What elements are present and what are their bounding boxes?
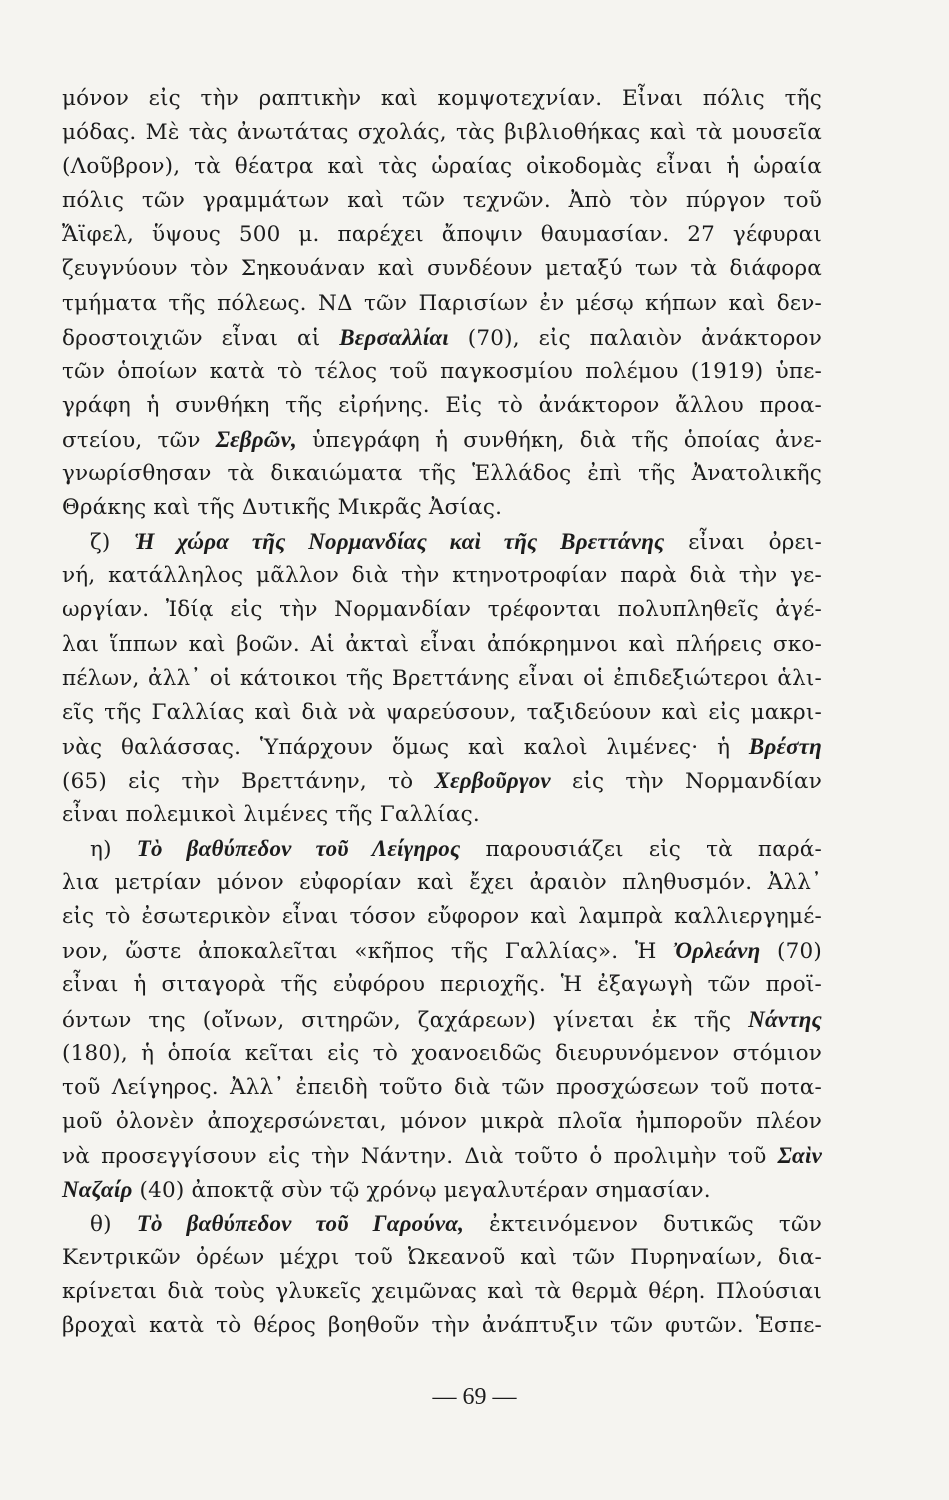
text-run: δροστοιχιῶν εἶναι αἱ: [62, 325, 321, 351]
section-title-normandy: Ἡ χώρα τῆς Νορμανδίας καὶ τῆς Βρεττάνης: [134, 529, 665, 555]
section-heading-line: [62, 1207, 822, 1241]
text-run: (40) ἀποκτᾷ σὺν τῷ χρόνῳ μεγαλυτέραν σημασίαν.: [139, 1178, 711, 1203]
text-line: (180), ἡ ὁποία κεῖται εἰς τὸ χοανοειδῶς διευρυνόμενον στόμιον: [62, 1040, 822, 1066]
text-run: νὰ προσεγγίσουν εἰς τὴν Νάντην. Διὰ τοῦτο ὁ προλιμὴν τοῦ: [62, 1143, 767, 1169]
place-name-brest: Βρέστη: [748, 733, 822, 759]
section-heading-line: [62, 525, 822, 559]
place-name-cherbourg: Χερβοῦργον: [434, 767, 551, 793]
text-run: νὰς θαλάσσας. Ὑπάρχουν ὅμως καὶ καλοὶ λιμένες· ἡ: [62, 734, 731, 760]
text-line: εἶναι ἡ σιταγορὰ τῆς εὐφόρου περιοχῆς. Ἡ ἐξαγωγὴ τῶν προϊ-: [62, 972, 822, 998]
text-run: παρουσιάζει εἰς τὰ παρά-: [485, 837, 822, 863]
text-line: ωργίαν. Ἰδίᾳ εἰς τὴν Νορμανδίαν τρέφονται πολυπληθεῖς ἀγέ-: [62, 597, 822, 623]
text-run: ἐκτεινόμενον δυτικῶς τῶν: [489, 1212, 823, 1238]
text-line: [62, 423, 822, 457]
text-line: τμήματα τῆς πόλεως. ΝΔ τῶν Παρισίων ἐν μέσῳ κήπων καὶ δεν-: [62, 290, 822, 316]
text-run: εἶναι ὀρει-: [688, 530, 822, 556]
text-line: λαι ἵππων καὶ βοῶν. Αἱ ἀκταὶ εἶναι ἀπόκρημνοι καὶ πλήρεις σκο-: [62, 631, 822, 657]
text-line: νή, κατάλληλος μᾶλλον διὰ τὴν κτηνοτροφίαν παρὰ διὰ τὴν γε-: [62, 563, 822, 589]
place-name-nantes: Νάντης: [748, 1006, 822, 1032]
text-line: βροχαὶ κατὰ τὸ θέρος βοηθοῦν τὴν ἀνάπτυξιν τῶν φυτῶν. Ἑσπε-: [62, 1313, 822, 1339]
body-text: [62, 82, 822, 1343]
text-line: εῖς τῆς Γαλλίας καὶ διὰ νὰ ψαρεύσουν, ταξιδεύουν καὶ εἰς μακρι-: [62, 699, 822, 725]
text-line: μόδας. Μὲ τὰς ἀνωτάτας σχολάς, τὰς βιβλιοθήκας καὶ τὰ μουσεῖα: [62, 120, 822, 146]
text-line: γνωρίσθησαν τὰ δικαιώματα τῆς Ἑλλάδος ἐπὶ τῆς Ἀνατολικῆς: [62, 461, 822, 487]
text-line: μόνον εἰς τὴν ραπτικὴν καὶ κομψοτεχνίαν. Εἶναι πόλις τῆς: [62, 86, 822, 111]
text-line: πέλων, ἀλλ᾽ οἱ κάτοικοι τῆς Βρεττάνης εἶναι οἱ ἐπιδεξιώτεροι ἁλι-: [62, 665, 822, 691]
place-name-sevres: Σεβρῶν,: [215, 426, 297, 452]
page-number: — 69 —: [432, 1384, 517, 1410]
text-line: [62, 764, 822, 798]
text-line: [62, 1139, 822, 1173]
text-line: Κεντρικῶν ὀρέων μέχρι τοῦ Ὠκεανοῦ καὶ τῶν Πυρηναίων, δια-: [62, 1245, 822, 1271]
text-line: εἰς τὸ ἐσωτερικὸν εἶναι τόσον εὔφορον καὶ λαμπρὰ καλλιεργημέ-: [62, 904, 822, 930]
section-marker: θ): [90, 1212, 112, 1238]
place-name-versailles: Βερσαλλίαι: [339, 324, 449, 350]
text-run: όντων της (οἴνων, σιτηρῶν, ζαχάρεων) γίνεται ἐκ τῆς: [62, 1007, 732, 1033]
place-name-orleans: Ὀρλεάνη: [673, 938, 761, 964]
section-title-garonne: Τὸ βαθύπεδον τοῦ Γαρούνα,: [136, 1211, 465, 1237]
text-line: (Λοῦβρον), τὰ θέατρα καὶ τὰς ὡραίας οἰκοδομὰς εἶναι ἡ ὡραία: [62, 154, 822, 180]
section-title-loire: Τὸ βαθύπεδον τοῦ Λείγηρος: [136, 836, 461, 862]
text-line: [62, 934, 822, 968]
text-line: [62, 730, 822, 764]
text-line: ζευγνύουν τὸν Σηκουάναν καὶ συνδέουν μεταξύ των τὰ διάφορα: [62, 256, 822, 282]
text-line: τοῦ Λείγηρος. Ἀλλ᾽ ἐπειδὴ τοῦτο διὰ τῶν προσχώσεων τοῦ ποτα-: [62, 1074, 822, 1100]
text-line: γράφη ἡ συνθήκη τῆς εἰρήνης. Εἰς τὸ ἀνάκτορον ἄλλου προα-: [62, 392, 822, 418]
text-run: ὑπεγράφη ἡ συνθήκη, διὰ τῆς ὁποίας ἀνε-: [312, 427, 822, 453]
text-line: [62, 1173, 822, 1207]
text-run: εἰς τὴν Νορμανδίαν: [572, 768, 822, 794]
section-marker: ζ): [90, 530, 111, 556]
text-line: εἶναι πολεμικοὶ λιμένες τῆς Γαλλίας.: [62, 801, 480, 827]
text-run: (70), εἰς παλαιὸν ἀνάκτορον: [467, 325, 822, 351]
place-name-nazaire: Ναζαίρ: [62, 1177, 133, 1202]
text-run: στείου, τῶν: [62, 427, 201, 453]
text-line: λια μετρίαν μόνον εὐφορίαν καὶ ἔχει ἀραιὸν πληθυσμόν. Ἀλλ᾽: [62, 870, 822, 896]
section-heading-line: [62, 832, 822, 866]
section-marker: η): [90, 837, 112, 863]
text-run: νον, ὥστε ἀποκαλεῖται «κῆπος τῆς Γαλλίας». Ἡ: [62, 939, 657, 965]
text-line: [62, 1003, 822, 1037]
text-line: Θράκης καὶ τῆς Δυτικῆς Μικρᾶς Ἀσίας.: [62, 495, 503, 521]
text-line: τῶν ὁποίων κατὰ τὸ τέλος τοῦ παγκοσμίου πολέμου (1919) ὑπε-: [62, 358, 822, 384]
text-run: (70): [777, 939, 822, 965]
text-line: πόλις τῶν γραμμάτων καὶ τῶν τεχνῶν. Ἀπὸ τὸν πύργον τοῦ: [62, 188, 822, 214]
text-run: (65) εἰς τὴν Βρεττάνην, τὸ: [62, 768, 414, 794]
text-line: κρίνεται διὰ τοὺς γλυκεῖς χειμῶνας καὶ τὰ θερμὰ θέρη. Πλούσιαι: [62, 1279, 822, 1305]
place-name-saint: Σαὶν: [777, 1142, 822, 1168]
text-line: [62, 321, 822, 355]
text-line: Ἄϊφελ, ὕψους 500 μ. παρέχει ἄποψιν θαυμασίαν. 27 γέφυραι: [62, 222, 822, 248]
text-line: μοῦ ὀλονὲν ἀποχερσώνεται, μόνον μικρὰ πλοῖα ἠμποροῦν πλέον: [62, 1108, 822, 1134]
